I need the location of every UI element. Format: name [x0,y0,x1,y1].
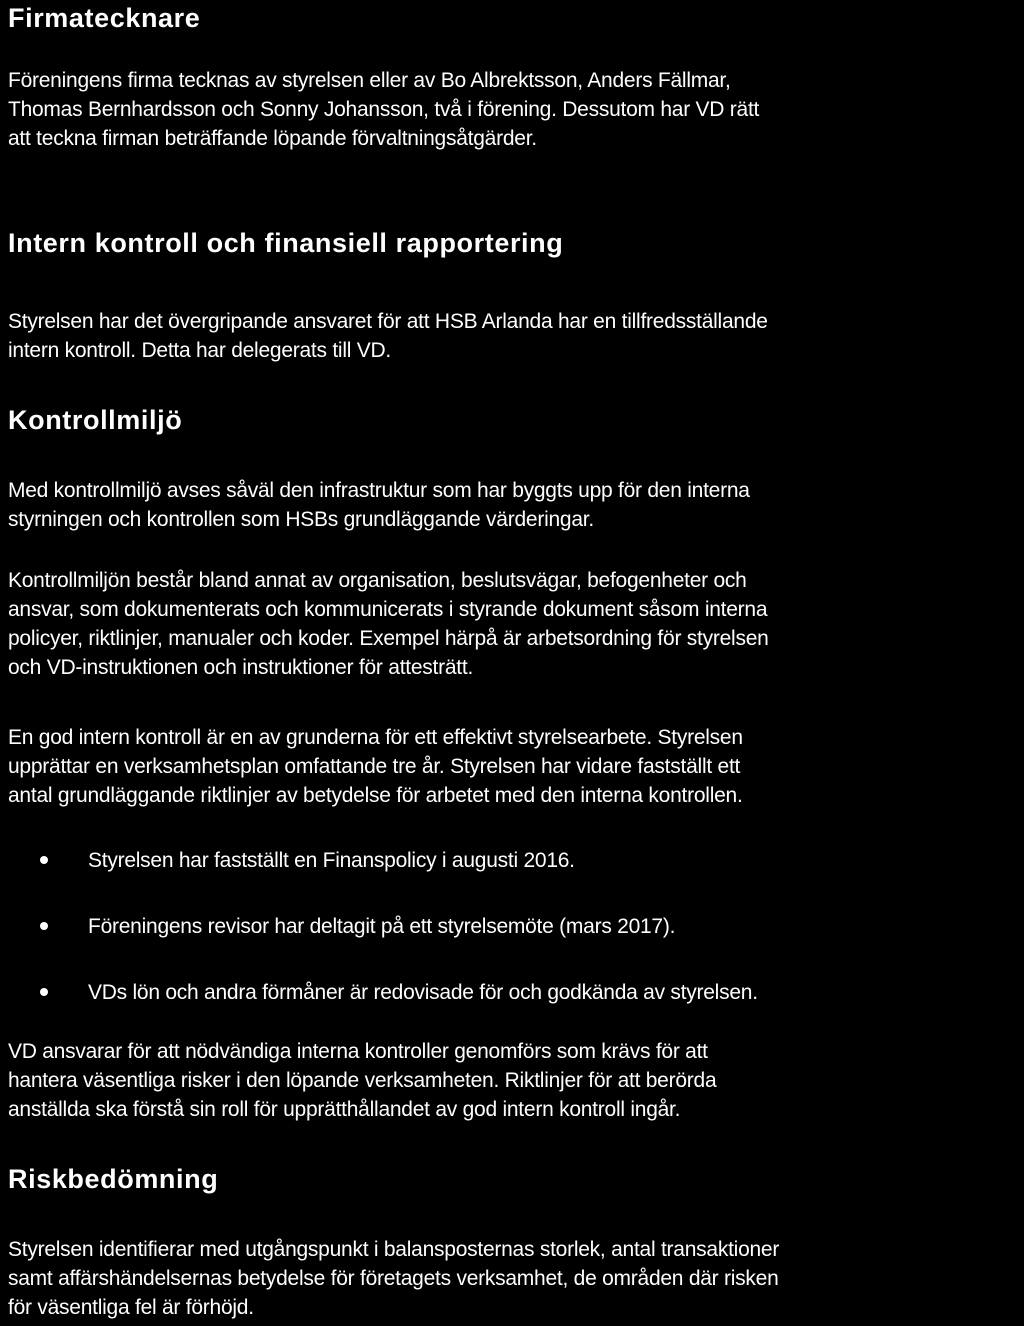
text-line: upprättar en verksamhetsplan omfattande tre år. Styrelsen har vidare fastställt ett [8,755,741,778]
heading-riskbedomning: Riskbedömning [8,1164,219,1194]
list-item [0,846,1024,876]
text-line: samt affärshändelsernas betydelse för företagets verksamhet, de områden där risken [8,1267,779,1290]
paragraph-firmatecknare [8,66,759,153]
paragraph-intern-kontroll [8,307,768,365]
text-line: och VD-instruktionen och instruktioner för attesträtt. [8,656,474,679]
text-line: En god intern kontroll är en av grunderna för ett effektivt styrelsearbete. Styrelsen [8,726,743,749]
bullet-icon [40,922,48,930]
bullet-icon [40,988,48,996]
text-line: VD ansvarar för att nödvändiga interna kontroller genomförs som krävs för att [8,1040,708,1063]
text-line: Thomas Bernhardsson och Sonny Johansson, två i förening. Dessutom har VD rätt [8,98,760,121]
list-item-text: VDs lön och andra förmåner är redovisade för och godkända av styrelsen. [88,981,758,1004]
text-line: styrningen och kontrollen som HSBs grundläggande värderingar. [8,508,594,531]
text-line: policyer, riktlinjer, manualer och koder. Exempel härpå är arbetsordning för styrelsen [8,627,769,650]
list-item-text: Styrelsen har fastställt en Finanspolicy i augusti 2016. [88,849,575,872]
bullet-icon [40,856,48,864]
paragraph-riskbedomning [8,1235,779,1322]
paragraph-kontrollmiljo-2 [8,566,769,682]
paragraph-kontrollmiljo-1 [8,476,750,534]
text-line: hantera väsentliga risker i den löpande verksamheten. Riktlinjer för att berörda [8,1069,717,1092]
paragraph-kontrollmiljo-3 [8,723,743,810]
text-line: intern kontroll. Detta har delegerats till VD. [8,339,392,362]
text-line: Med kontrollmiljö avses såväl den infrastruktur som har byggts upp för den interna [8,479,750,502]
text-line: Kontrollmiljön består bland annat av organisation, beslutsvägar, befogenheter och [8,569,747,592]
text-line: att teckna firman beträffande löpande förvaltningsåtgärder. [8,127,537,150]
list-item [0,978,1024,1008]
text-line: antal grundläggande riktlinjer av betydelse för arbetet med den interna kontrollen. [8,784,743,807]
paragraph-kontrollmiljo-4 [8,1037,716,1124]
heading-intern-kontroll: Intern kontroll och finansiell rapportering [8,228,564,258]
list-item [0,912,1024,942]
list-item-text: Föreningens revisor har deltagit på ett styrelsemöte (mars 2017). [88,915,676,938]
heading-kontrollmiljo: Kontrollmiljö [8,405,183,435]
text-line: Styrelsen har det övergripande ansvaret för att HSB Arlanda har en tillfredsställande [8,310,768,333]
text-line: ansvar, som dokumenterats och kommunicerats i styrande dokument såsom interna [8,598,768,621]
heading-firmatecknare: Firmatecknare [8,3,201,33]
text-line: Föreningens firma tecknas av styrelsen eller av Bo Albrektsson, Anders Fällmar, [8,69,731,92]
text-line: för väsentliga fel är förhöjd. [8,1296,254,1319]
text-line: Styrelsen identifierar med utgångspunkt i balansposternas storlek, antal transaktioner [8,1238,780,1261]
text-line: anställda ska förstå sin roll för upprätthållandet av god intern kontroll ingår. [8,1098,681,1121]
